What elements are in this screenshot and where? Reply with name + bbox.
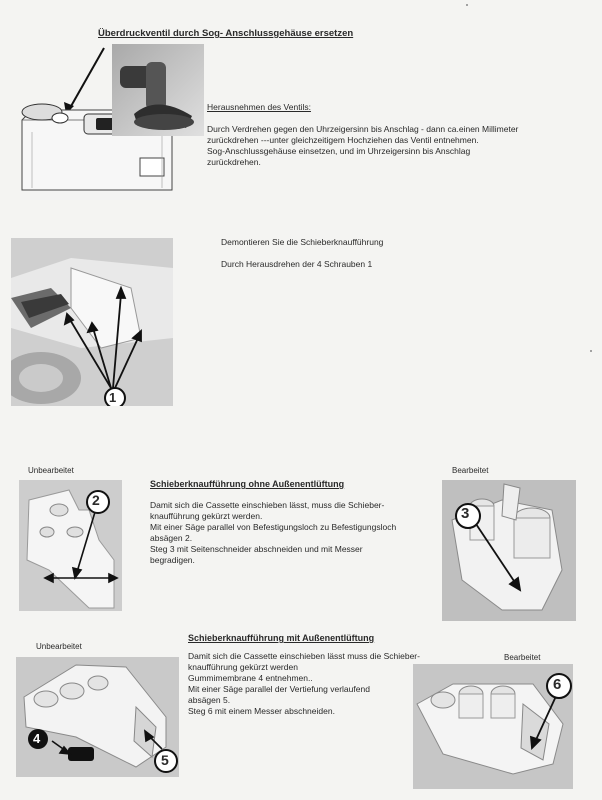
- with-vent-line: Damit sich die Cassette einschieben lässt muss die Schieber-: [188, 651, 420, 661]
- without-vent-line: Mit einer Säge parallel von Befestigungsloch zu Befestigungsloch: [150, 522, 397, 532]
- caption-unprocessed: Unbearbeitet: [28, 466, 74, 475]
- without-vent-line: begradigen.: [150, 555, 195, 565]
- guide-unprocessed-photo: [19, 480, 122, 611]
- valve-section-title: Überdruckventil durch Sog- Anschlussgehäuse ersetzen: [98, 28, 354, 39]
- with-vent-title: Schieberknaufführung mit Außenentlüftung: [188, 633, 375, 643]
- without-vent-line: Steg 3 mit Seitenschneider abschneiden und mit Messer: [150, 544, 363, 554]
- valve-line: Sog-Anschlussgehäuse einsetzen, und im Uhrzeigersinn bis Anschlag: [207, 146, 471, 156]
- with-vent-line: Mit einer Säge parallel der Vertiefung verlaufend: [188, 684, 370, 694]
- membrane-marker-4: 4: [33, 731, 41, 746]
- with-vent-line: absägen 5.: [188, 695, 231, 705]
- valve-line: zurückdrehen ---unter gleichzeitigem Hochziehen das Ventil entnehmen.: [207, 135, 479, 145]
- caption-processed: Bearbeitet: [452, 466, 489, 475]
- with-vent-line: Gummimembrane 4 entnehmen..: [188, 673, 313, 683]
- guide-processed-photo: [442, 480, 576, 621]
- cut-marker-2: 2: [92, 492, 100, 508]
- without-vent-line: knaufführung gekürzt werden.: [150, 511, 263, 521]
- valve-photo: [112, 44, 204, 136]
- caption-unprocessed-2: Unbearbeitet: [36, 642, 82, 651]
- caption-processed-2: Bearbeitet: [504, 653, 541, 662]
- vent-guide-unprocessed-photo: [16, 657, 179, 777]
- valve-line: zurückdrehen.: [207, 157, 261, 167]
- valve-line: Durch Verdrehen gegen den Uhrzeigersinn bis Anschlag - dann ca.einen Millimeter: [207, 124, 519, 134]
- without-vent-instructions: [150, 500, 396, 566]
- valve-instructions: [207, 124, 518, 168]
- with-vent-instructions: [188, 651, 420, 717]
- scan-speck: [466, 4, 468, 6]
- vent-guide-processed-photo: [413, 664, 573, 789]
- slider-guide-mounted-photo: [11, 238, 173, 406]
- scan-speck: [590, 350, 592, 352]
- with-vent-line: knaufführung gekürzt werden: [188, 662, 298, 672]
- dismount-line-2: Durch Herausdrehen der 4 Schrauben 1: [221, 259, 373, 269]
- without-vent-line: absägen 2.: [150, 533, 193, 543]
- saw-marker-5: 5: [161, 752, 169, 768]
- without-vent-line: Damit sich die Cassette einschieben lässt, muss die Schieber-: [150, 500, 385, 510]
- web-marker-6: 6: [553, 676, 562, 693]
- valve-subtitle: Herausnehmen des Ventils:: [207, 102, 311, 112]
- dismount-line-1: Demontieren Sie die Schieberknaufführung: [221, 237, 384, 247]
- web-marker-3: 3: [461, 505, 470, 522]
- screw-marker-1: 1: [109, 390, 117, 405]
- with-vent-line: Steg 6 mit einem Messer abschneiden.: [188, 706, 335, 716]
- without-vent-title: Schieberknaufführung ohne Außenentlüftung: [150, 479, 345, 489]
